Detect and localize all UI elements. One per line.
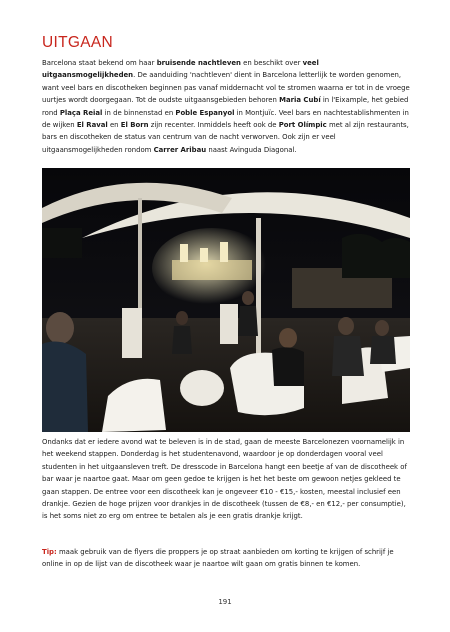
intro-bold: Port Olímpic [278, 121, 327, 130]
intro-text: en beschikt over [240, 59, 303, 67]
intro-text: . De aanduiding 'nachtleven' dient in Barcelona letterlijk te worden genomen, want veel bars en discotheken beginnen pas vanaf middernacht vol te stromen waarna er tot in de vroege uurtjes wordt doorgegaan. Tot de oudste uitgaansgebieden behoren [42, 71, 410, 105]
tip-text: maak gebruik van de flyers die proppers je op straat aanbieden om korting te krijgen of schrijf je online in op de lijst van de discotheek waar je naartoe wilt gaan om gratis binnen te komen. [42, 548, 394, 569]
intro-text: met al zijn restaurants, bars en discotheken de status van centrum van de nacht verworven. Ook zijn er veel uitgaansmogelijkheden rondom [42, 121, 409, 154]
intro-bold: El Born [120, 121, 149, 130]
intro-bold: El Raval [76, 121, 108, 130]
intro-paragraph [42, 57, 412, 156]
intro-text: zijn recenter. Inmiddels heeft ook de [148, 121, 279, 130]
intro-bold: Plaça Reial [59, 108, 103, 117]
intro-text: en [107, 121, 121, 130]
intro-bold: veel uitgaansmogelijkheden [42, 59, 319, 80]
intro-text: in l'Eixample, het gebied rond [42, 96, 409, 117]
tip-label: Tip: [42, 548, 57, 556]
intro-text: Barcelona staat bekend om haar [42, 59, 157, 67]
tip-paragraph [42, 546, 412, 571]
intro-bold: Carrer Aribau [153, 145, 207, 154]
intro-text: in Montjuïc. Veel bars en nachtestablishmenten in de wijken [42, 108, 409, 130]
body-paragraph: Ondanks dat er iedere avond wat te beleven is in de stad, gaan de meeste Barcelonezen voornamelijk in het weekend stappen. Donderdag is het studentenavond, waardoor je op donderdagen vooral veel studenten in het uitgaansleven treft. De dresscode in Barcelona hangt een beetje af van de discotheek of bar waar je naartoe gaat. Maar om geen gedoe te krijgen is het het beste om gewoon netjes gekleed te gaan stappen. De entree voor een discotheek kan je ongeveer €10 - €15,- kosten, meestal inclusief een drankje. Gezien de hoge prijzen voor drankjes in de discotheek (tussen de €8,- en €12,- per consumptie), is het soms niet zo erg om entree te betalen als je een gratis drankje krijgt. [42, 438, 407, 521]
intro-text: in de binnenstad en [102, 108, 176, 117]
intro-bold: bruisende nachtleven [156, 59, 241, 67]
intro-bold: Maria Cubí [279, 96, 321, 105]
page-number: 191 [218, 598, 232, 606]
intro-text: naast Avinguda Diagonal. [206, 145, 297, 154]
intro-bold: Poble Espanyol [175, 108, 235, 117]
nightlife-photo [42, 168, 410, 432]
section-title: UITGAAN [42, 34, 113, 51]
